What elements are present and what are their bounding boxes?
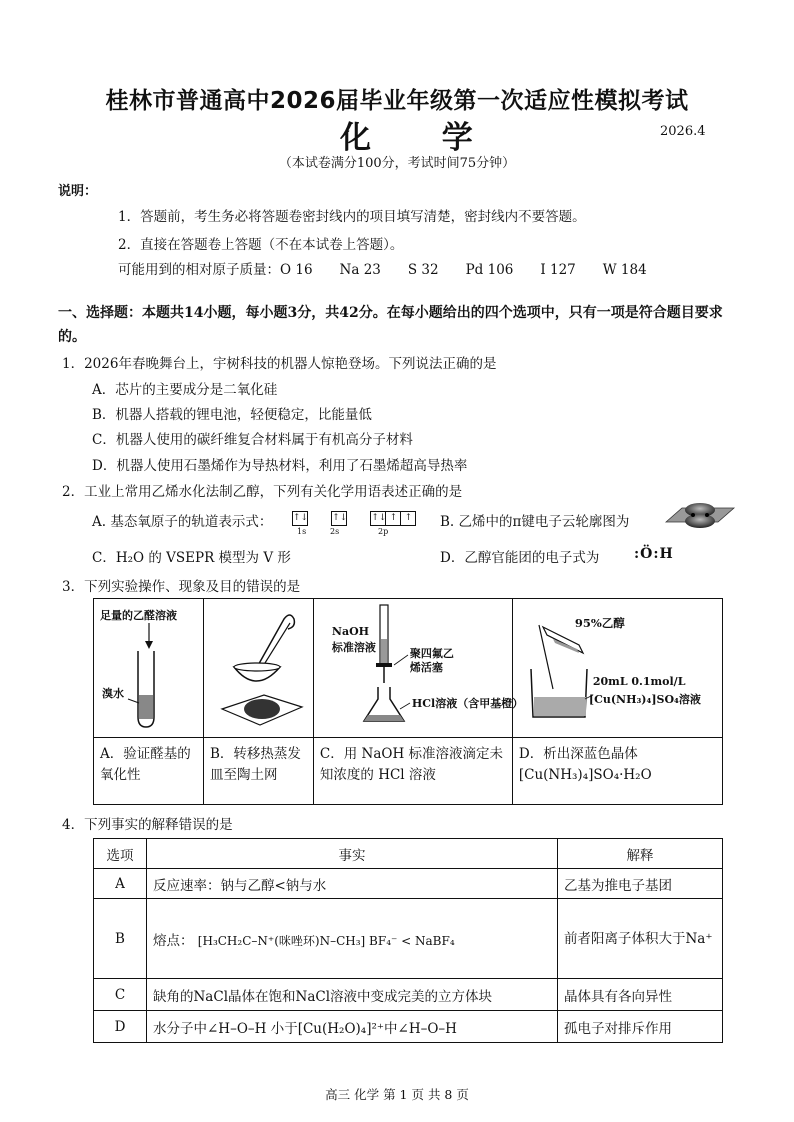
row-d-explain: 孤电子对排斥作用 xyxy=(558,1011,723,1043)
orbital-label-2p: 2p xyxy=(378,527,389,536)
panel-d-caption xyxy=(512,738,722,805)
q2-stem: 2．工业上常用乙烯水化法制乙醇，下列有关化学用语表述正确的是 xyxy=(62,484,463,500)
page-footer: 高三 化学 第 1 页 共 8 页 xyxy=(325,1087,469,1102)
panel-a-image xyxy=(94,599,204,738)
q1-option-a: A．芯片的主要成分是二氧化硅 xyxy=(92,382,278,398)
row-c-fact: 缺角的NaCl晶体在饱和NaCl溶液中变成完美的立方体块 xyxy=(147,979,558,1011)
table-row xyxy=(94,899,723,979)
burette-flask-icon xyxy=(314,599,514,737)
orbital-box-icon: ↑ xyxy=(385,511,401,526)
panel-d-caption-line2: [Cu(NH₃)₄]SO₄·H₂O xyxy=(518,767,652,783)
test-tube-icon xyxy=(94,599,204,737)
label-standard-solution: 标准溶液 xyxy=(331,641,376,654)
row-b-fact xyxy=(147,899,558,979)
row-b-fact-label: 熔点： xyxy=(153,932,194,949)
panel-b-caption: B．转移热蒸发皿至陶土网 xyxy=(203,738,313,805)
q1-stem: 1．2026年春晚舞台上，宇树科技的机器人惊艳登场。下列说法正确的是 xyxy=(62,356,497,372)
panel-d-image xyxy=(512,599,722,738)
exam-subtitle: （本试卷满分100分，考试时间75分钟） xyxy=(278,156,516,171)
row-a-explain: 乙基为推电子基团 xyxy=(558,869,723,899)
experiment-table xyxy=(93,598,723,805)
q2-option-d: D．乙醇官能团的电子式为 xyxy=(440,550,600,566)
row-b-fact-formula: [H₃CH₂C–N⁺(咪唑环)N–CH₃] BF₄⁻ < NaBF₄ xyxy=(197,933,455,948)
orbital-box-icon: ↑↓ xyxy=(292,511,308,526)
label-ptfe-2: 烯活塞 xyxy=(409,661,443,674)
orbital-box-icon: ↑↓ xyxy=(370,511,386,526)
q2-option-c: C．H₂O 的 VSEPR 模型为 V 形 xyxy=(92,550,291,566)
row-c-explain: 晶体具有各向异性 xyxy=(558,979,723,1011)
note-item-1: 1．答题前，考生务必将答题卷密封线内的项目填写清楚，密封线内不要答题。 xyxy=(118,209,586,225)
atomic-masses: 可能用到的相对原子质量：O 16 Na 23 S 32 Pd 106 I 127 W 184 xyxy=(118,262,647,278)
table-row xyxy=(94,1011,723,1043)
orbital-label-1s: 1s xyxy=(297,527,307,536)
beaker-ethanol-icon xyxy=(513,599,723,737)
subject-title: 化 学 xyxy=(340,120,503,156)
panel-c-caption: C．用 NaOH 标准溶液滴定未知浓度的 HCl 溶液 xyxy=(313,738,512,805)
table-header-row xyxy=(94,839,723,869)
orbital-diagram xyxy=(292,508,415,527)
label-naoh: NaOH xyxy=(331,625,370,638)
notes-label: 说明： xyxy=(58,184,98,199)
exam-title: 桂林市普通高中2026届毕业年级第一次适应性模拟考试 xyxy=(105,88,689,114)
label-ethanol: 95%乙醇 xyxy=(574,616,625,630)
q2-electron-formula: :Ö:H xyxy=(634,546,674,562)
row-a-fact: 反应速率：钠与乙醇<钠与水 xyxy=(147,869,558,899)
q4-stem: 4．下列事实的解释错误的是 xyxy=(62,817,233,833)
header-fact: 事实 xyxy=(147,839,558,869)
row-d-fact: 水分子中∠H–O–H 小于[Cu(H₂O)₄]²⁺中∠H–O–H xyxy=(147,1011,558,1043)
panel-a-caption: A．验证醛基的氧化性 xyxy=(94,738,204,805)
section-1-title: 一、选择题：本题共14小题，每小题3分，共42分。在每小题给出的四个选项中，只有一项是符合题目要求的。 xyxy=(58,305,723,345)
table-row xyxy=(94,979,723,1011)
facts-table xyxy=(93,838,723,1043)
orbital-box-icon: ↑ xyxy=(400,511,416,526)
row-d-option: D xyxy=(94,1011,147,1043)
q1-option-b: B．机器人搭载的锂电池，轻便稳定，比能量低 xyxy=(92,407,372,423)
label-solution-conc: 20mL 0.1mol/L xyxy=(592,675,686,688)
label-ptfe-1: 聚四氟乙 xyxy=(409,647,454,660)
label-bromine-water: 溴水 xyxy=(102,687,124,700)
panel-c-image xyxy=(313,599,524,738)
header-explain: 解释 xyxy=(558,839,723,869)
row-b-explain: 前者阳离子体积大于Na⁺ xyxy=(558,899,723,979)
table-row xyxy=(94,869,723,899)
q2-option-b: B. 乙烯中的π键电子云轮廓图为 xyxy=(440,514,630,530)
q1-option-c: C．机器人使用的碳纤维复合材料属于有机高分子材料 xyxy=(92,432,413,448)
label-acetaldehyde: 足量的乙醛溶液 xyxy=(100,609,177,622)
evaporating-dish-tongs-icon xyxy=(204,599,314,737)
panel-b-image xyxy=(203,599,313,738)
row-a-option: A xyxy=(94,869,147,899)
row-b-option: B xyxy=(94,899,147,979)
panel-d-caption-line1: D．析出深蓝色晶体 xyxy=(518,746,638,762)
header-option: 选项 xyxy=(94,839,147,869)
label-complex-solution: [Cu(NH₃)₄]SO₄溶液 xyxy=(588,693,701,706)
q1-option-d: D．机器人使用石墨烯作为导热材料，利用了石墨烯超高导热率 xyxy=(92,458,468,474)
exam-date: 2026.4 xyxy=(660,124,706,139)
q3-stem: 3．下列实验操作、现象及目的错误的是 xyxy=(62,579,301,595)
pi-bond-cloud-icon xyxy=(662,500,738,530)
orbital-label-2s: 2s xyxy=(330,527,340,536)
label-hcl-solution: HCl溶液（含甲基橙） xyxy=(411,697,524,710)
orbital-box-icon: ↑↓ xyxy=(331,511,347,526)
row-c-option: C xyxy=(94,979,147,1011)
q2-option-a: A. 基态氧原子的轨道表示式： xyxy=(92,514,273,530)
note-item-2: 2．直接在答题卷上答题（不在本试卷上答题）。 xyxy=(118,237,404,253)
